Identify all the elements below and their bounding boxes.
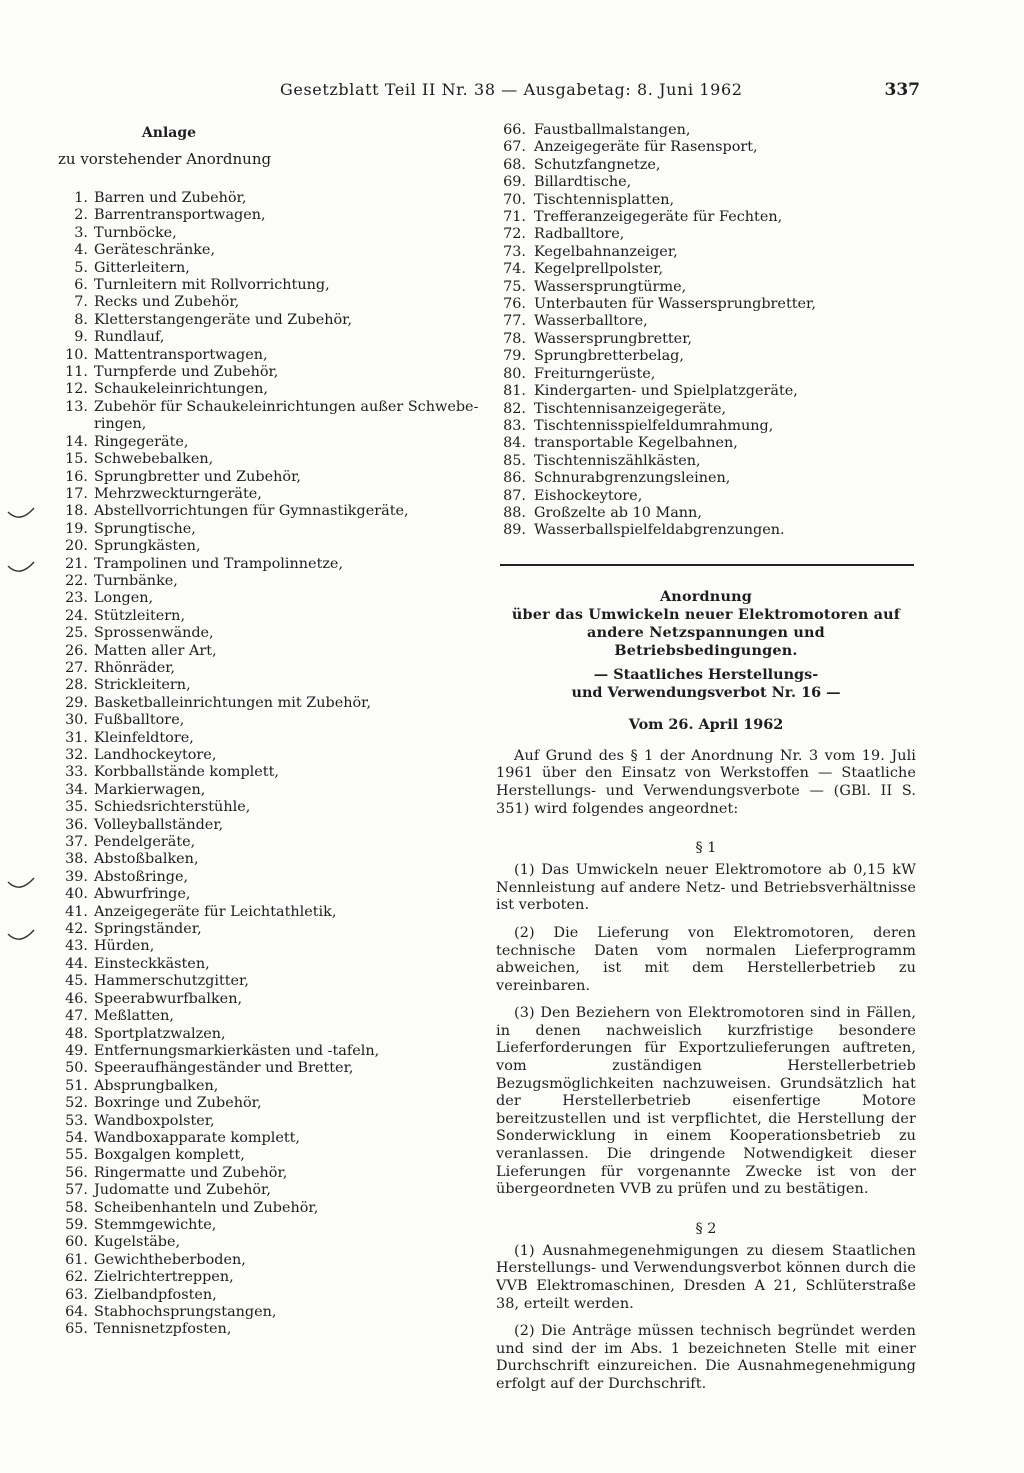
list-item	[58, 730, 450, 747]
item-number: 41.	[65, 903, 88, 920]
item-text: Sprossenwände,	[94, 625, 214, 642]
item-number: 67.	[503, 139, 526, 156]
item-text: Mehrzweckturngeräte,	[94, 485, 262, 502]
item-text: Wandboxapparate komplett,	[94, 1129, 301, 1146]
list-item	[496, 505, 916, 522]
item-text: Schiedsrichterstühle,	[94, 799, 251, 816]
item-number: 33.	[65, 764, 88, 781]
section-1-heading: § 1	[695, 840, 717, 857]
item-text: Schwebebalken,	[94, 451, 214, 468]
list-item	[58, 242, 450, 259]
list-item	[496, 209, 916, 226]
list-item	[58, 1026, 450, 1043]
list-item	[496, 122, 916, 139]
item-text: Recks und Zubehör,	[94, 294, 240, 311]
item-text: Absprungbalken,	[94, 1077, 219, 1094]
list-item	[496, 366, 916, 383]
item-text: Tennisnetzpfosten,	[94, 1321, 232, 1338]
item-number: 23.	[65, 590, 88, 607]
item-number: 59.	[65, 1216, 88, 1233]
list-item	[58, 486, 450, 503]
item-text: Turnböcke,	[94, 224, 177, 241]
list-item	[496, 139, 916, 156]
list-item	[496, 244, 916, 261]
item-number: 83.	[503, 417, 526, 434]
item-number: 89.	[503, 522, 526, 539]
item-number: 86.	[503, 470, 526, 487]
item-number: 78.	[503, 330, 526, 347]
item-number: 6.	[74, 277, 88, 294]
item-number: 48.	[65, 1025, 88, 1042]
item-text: Sprungtische,	[94, 520, 196, 537]
item-text: Stützleitern,	[94, 607, 186, 624]
equipment-list-left	[58, 190, 479, 1339]
list-item	[58, 1304, 450, 1321]
item-text: Longen,	[94, 590, 154, 607]
list-item	[58, 677, 450, 694]
ordinance-date: Vom 26. April 1962	[628, 715, 784, 733]
item-number: 80.	[503, 365, 526, 382]
item-text: Wandboxpolster,	[94, 1112, 215, 1129]
item-text: Entfernungsmarkierkästen und -tafeln,	[94, 1042, 380, 1059]
item-text: Abstoßbalken,	[94, 851, 199, 868]
item-text: Rhönräder,	[94, 659, 176, 676]
item-text: Zubehör für Schaukeleinrichtungen außer Schwebe-	[94, 398, 479, 415]
list-item	[58, 1060, 450, 1077]
list-item	[58, 764, 450, 781]
item-number: 64.	[65, 1304, 88, 1320]
item-number: 85.	[503, 452, 526, 469]
item-text: Wassersprungtürme,	[534, 278, 687, 295]
item-number: 88.	[503, 504, 526, 521]
item-number: 46.	[65, 990, 88, 1007]
list-item	[58, 747, 450, 764]
list-item	[58, 799, 450, 816]
list-item	[496, 157, 916, 174]
item-number: 43.	[65, 938, 88, 955]
item-text: Tischtenniszählkästen,	[534, 452, 701, 469]
item-number: 82.	[503, 400, 526, 417]
item-text: Radballtore,	[534, 226, 625, 243]
item-text: Tischtennisanzeigegeräte,	[534, 400, 727, 417]
list-item	[58, 347, 450, 364]
list-item	[58, 556, 450, 573]
item-text: Eishockeytore,	[534, 487, 643, 504]
list-item	[58, 207, 450, 224]
left-column	[58, 122, 479, 1339]
list-item	[58, 1269, 450, 1286]
section-2-paragraph: (2) Die Anträge müssen technisch begründet werden und sind der im Abs. 1 bezeichneten Stelle mit einer Durchschrift einzureichen. Die Ausnahmegenehmigung erfolgt auf der Durchschrift.	[496, 1323, 916, 1392]
item-text: Turnbänke,	[94, 572, 178, 589]
item-text: Volleyballständer,	[94, 816, 224, 833]
item-text: Meßlatten,	[94, 1008, 174, 1025]
list-item	[58, 312, 450, 329]
item-number: 70.	[503, 191, 526, 208]
item-number: 39.	[65, 868, 88, 885]
list-item	[58, 1287, 450, 1304]
list-item	[496, 383, 916, 400]
item-number: 55.	[65, 1147, 88, 1164]
item-number: 18.	[65, 503, 88, 520]
list-item	[58, 225, 450, 242]
item-number: 15.	[65, 451, 88, 468]
item-text: Faustballmalstangen,	[534, 122, 691, 138]
divider-rule	[500, 564, 914, 566]
list-item	[58, 1321, 450, 1338]
list-item	[58, 695, 450, 712]
tick-mark-icon	[8, 878, 34, 887]
list-item	[58, 590, 450, 607]
item-number: 65.	[65, 1321, 88, 1338]
item-number: 79.	[503, 348, 526, 365]
item-number: 44.	[65, 955, 88, 972]
item-number: 31.	[65, 729, 88, 746]
item-number: 14.	[65, 433, 88, 450]
item-number: 26.	[65, 642, 88, 659]
item-text: Anzeigegeräte für Leichtathletik,	[94, 903, 337, 920]
right-column	[496, 122, 916, 1394]
item-text: Großzelte ab 10 Mann,	[534, 504, 702, 521]
item-number: 2.	[74, 207, 88, 224]
item-number: 22.	[65, 572, 88, 589]
list-item	[58, 1252, 450, 1269]
item-text: Freiturngerüste,	[534, 365, 656, 382]
list-item	[58, 643, 450, 660]
item-text: Turnleitern mit Rollvorrichtung,	[94, 277, 330, 294]
list-item	[496, 488, 916, 505]
list-item	[58, 1113, 450, 1130]
annex-title: Anlage	[141, 125, 197, 141]
ordinance-subtitle-line: und Verwendungsverbot Nr. 16 —	[571, 683, 841, 701]
item-number: 30.	[65, 712, 88, 729]
item-text: Boxgalgen komplett,	[94, 1147, 245, 1164]
list-item	[58, 712, 450, 729]
item-text: Speeraufhängeständer und Bretter,	[94, 1060, 354, 1077]
item-number: 63.	[65, 1286, 88, 1303]
item-number: 53.	[65, 1112, 88, 1129]
item-number: 57.	[65, 1182, 88, 1199]
item-text: Kegelbahnanzeiger,	[534, 243, 678, 260]
item-text: Rundlauf,	[94, 329, 165, 346]
item-number: 29.	[65, 694, 88, 711]
item-number: 61.	[65, 1251, 88, 1268]
list-item	[58, 434, 450, 451]
item-text: Anzeigegeräte für Rasensport,	[534, 139, 758, 156]
list-item	[58, 503, 450, 520]
item-text: Basketballeinrichtungen mit Zubehör,	[94, 694, 372, 711]
item-text: Abwurfringe,	[94, 886, 191, 903]
item-number: 87.	[503, 487, 526, 504]
item-number: 4.	[74, 242, 88, 259]
list-item	[58, 956, 450, 973]
list-item	[58, 398, 479, 434]
item-text: Turnpferde und Zubehör,	[94, 364, 279, 381]
item-number: 60.	[65, 1234, 88, 1251]
item-text: Ringegeräte,	[94, 433, 189, 450]
item-number: 76.	[503, 296, 526, 313]
list-item	[58, 817, 450, 834]
list-item	[58, 260, 450, 277]
ordinance-subtitle-line: — Staatliches Herstellungs-	[593, 665, 819, 683]
item-text: Kletterstangengeräte und Zubehör,	[94, 311, 353, 328]
ordinance-title-line: über das Umwickeln neuer Elektromotoren auf	[511, 605, 901, 623]
item-text: Hammerschutzgitter,	[94, 973, 249, 990]
item-text: Markierwagen,	[94, 781, 206, 798]
list-item	[58, 660, 450, 677]
item-number: 10.	[65, 346, 88, 363]
list-item	[58, 869, 450, 886]
item-text: Unterbauten für Wassersprungbretter,	[534, 296, 816, 313]
list-item	[58, 1043, 450, 1060]
item-number: 42.	[65, 921, 88, 938]
item-number: 71.	[503, 209, 526, 226]
ordinance-title-line: Anordnung	[659, 587, 753, 605]
item-text: Abstoßringe,	[94, 868, 189, 885]
list-item	[58, 625, 450, 642]
item-number: 7.	[74, 294, 88, 311]
ordinance-title	[496, 588, 916, 660]
item-text: Billardtische,	[534, 174, 632, 191]
item-text: Sprungbretter und Zubehör,	[94, 468, 301, 485]
item-text: Zielrichtertreppen,	[94, 1269, 234, 1286]
list-item	[496, 261, 916, 278]
item-number: 81.	[503, 383, 526, 400]
list-item	[496, 279, 916, 296]
item-number: 66.	[503, 122, 526, 138]
item-text: Landhockeytore,	[94, 747, 217, 763]
item-text: Wasserballtore,	[534, 313, 648, 330]
list-item	[496, 453, 916, 470]
list-item	[58, 451, 450, 468]
item-number: 72.	[503, 226, 526, 243]
list-item	[58, 1147, 450, 1164]
item-number: 27.	[65, 659, 88, 676]
list-item	[58, 608, 450, 625]
list-item	[58, 851, 450, 868]
tick-mark-icon	[8, 562, 34, 571]
list-item	[58, 190, 450, 207]
list-item	[496, 174, 916, 191]
list-item	[496, 313, 916, 330]
page-number: 337	[884, 80, 920, 100]
list-item	[58, 1130, 450, 1147]
item-text: Scheibenhanteln und Zubehör,	[94, 1199, 319, 1216]
item-number: 17.	[65, 485, 88, 502]
list-item	[58, 904, 450, 921]
item-text: Kugelstäbe,	[94, 1234, 181, 1251]
tick-mark-icon	[8, 930, 34, 939]
item-number: 9.	[74, 329, 88, 346]
item-number: 34.	[65, 781, 88, 798]
item-number: 51.	[65, 1077, 88, 1094]
tick-mark-icon	[8, 508, 34, 517]
item-number: 25.	[65, 625, 88, 642]
item-number: 37.	[65, 834, 88, 851]
list-item	[496, 192, 916, 209]
section-1-paragraph: (3) Den Beziehern von Elektromotoren sind in Fällen, in denen nachweislich kurzfristige besondere Lieferforderungen für Exportzulieferungen auftreten, vom zuständigen Herstellerbetrieb Bezugsmöglichkeiten nachzuweisen. Grundsätzlich hat der Herstellerbetrieb eisenfertige Motore bereitzustellen und ist verpflichtet, die Herstellung der Sonderwicklung in einem Kooperationsbetrieb zu veranlassen. Die dringende Notwendigkeit dieser Lieferungen für vorgenannte Zwecke ist von der übergeordneten VVB zu prüfen und zu bestätigen.	[496, 1005, 916, 1198]
item-text: Springständer,	[94, 921, 202, 938]
list-item	[496, 435, 916, 452]
margin-tick-marks	[0, 0, 60, 960]
item-number: 62.	[65, 1269, 88, 1286]
item-number: 52.	[65, 1095, 88, 1112]
item-number: 3.	[74, 224, 88, 241]
list-item	[58, 329, 450, 346]
item-text: Trampolinen und Trampolinnetze,	[94, 555, 344, 572]
item-text: Schaukeleinrichtungen,	[94, 381, 268, 398]
item-number: 58.	[65, 1199, 88, 1216]
item-number: 74.	[503, 261, 526, 278]
item-number: 21.	[65, 555, 88, 572]
item-number: 13.	[65, 398, 88, 415]
ordinance-title-line: andere Netzspannungen und Betriebsbedingungen.	[587, 623, 825, 659]
item-text: Kleinfeldtore,	[94, 729, 194, 746]
list-item	[58, 938, 450, 955]
section-2-heading: § 2	[695, 1220, 717, 1237]
list-item	[58, 991, 450, 1008]
item-text: Geräteschränke,	[94, 242, 216, 259]
annex-subtitle: zu vorstehender Anordnung	[58, 150, 272, 168]
list-item	[58, 921, 450, 938]
item-text: Sprungkästen,	[94, 538, 201, 555]
preamble-paragraph: Auf Grund des § 1 der Anordnung Nr. 3 vom 19. Juli 1961 über den Einsatz von Werkstoffen — Staatliche Herstellungs- und Verwendungsverbote — (GBl. II S. 351) wird folgendes angeordnet:	[496, 747, 916, 817]
item-text: transportable Kegelbahnen,	[534, 435, 738, 452]
item-number: 50.	[65, 1060, 88, 1077]
item-text: Schutzfangnetze,	[534, 156, 661, 173]
item-text: Mattentransportwagen,	[94, 346, 268, 363]
item-text-continuation: ringen,	[94, 416, 147, 433]
list-item	[58, 1095, 450, 1112]
list-item	[58, 469, 450, 486]
item-number: 28.	[65, 677, 88, 694]
item-text: Gewichtheberboden,	[94, 1251, 246, 1268]
item-text: Zielbandpfosten,	[94, 1286, 217, 1303]
item-text: Stemmgewichte,	[94, 1216, 217, 1233]
list-item	[58, 782, 450, 799]
list-item	[58, 573, 450, 590]
item-text: Tischtennisplatten,	[534, 191, 675, 208]
list-item	[58, 886, 450, 903]
item-number: 45.	[65, 973, 88, 990]
list-item	[496, 470, 916, 487]
item-text: Abstellvorrichtungen für Gymnastikgeräte,	[94, 503, 409, 520]
item-text: Einsteckkästen,	[94, 955, 210, 972]
list-item	[496, 522, 916, 539]
item-number: 20.	[65, 538, 88, 555]
section-1-paragraph: (1) Das Umwickeln neuer Elektromotore ab 0,15 kW Nennleistung auf andere Netz- und Betriebsverhältnisse ist verboten.	[496, 862, 916, 914]
item-number: 75.	[503, 278, 526, 295]
list-item	[58, 1200, 450, 1217]
item-text: Trefferanzeigegeräte für Fechten,	[534, 209, 783, 226]
item-text: Tischtennisspielfeldumrahmung,	[534, 417, 774, 434]
gazette-header-title: Gesetzblatt Teil II Nr. 38 — Ausgabetag: 8. Juni 1962	[280, 80, 743, 99]
item-text: Barrentransportwagen,	[94, 207, 266, 224]
item-number: 8.	[74, 311, 88, 328]
item-number: 36.	[65, 816, 88, 833]
list-item	[58, 834, 450, 851]
item-text: Strickleitern,	[94, 677, 191, 694]
item-number: 12.	[65, 381, 88, 398]
item-number: 68.	[503, 156, 526, 173]
item-text: Hürden,	[94, 938, 155, 955]
list-item	[496, 418, 916, 435]
list-item	[58, 1182, 450, 1199]
item-text: Kindergarten- und Spielplatzgeräte,	[534, 383, 798, 400]
page-header	[280, 80, 920, 104]
item-number: 1.	[74, 190, 88, 206]
item-number: 5.	[74, 259, 88, 276]
list-item	[496, 348, 916, 365]
list-item	[58, 277, 450, 294]
item-text: Sprungbretterbelag,	[534, 348, 684, 365]
item-number: 24.	[65, 607, 88, 624]
item-text: Judomatte und Zubehör,	[94, 1182, 271, 1199]
list-item	[58, 1217, 450, 1234]
list-item	[496, 226, 916, 243]
item-text: Stabhochsprungstangen,	[94, 1304, 277, 1320]
item-text: Schnurabgrenzungsleinen,	[534, 470, 731, 487]
section-1-paragraph: (2) Die Lieferung von Elektromotoren, deren technische Daten vom normalen Lieferprogramm abweichen, ist mit dem Herstellerbetrieb zu vereinbaren.	[496, 924, 916, 994]
item-text: Gitterleitern,	[94, 259, 190, 276]
item-number: 73.	[503, 243, 526, 260]
item-number: 77.	[503, 313, 526, 330]
list-item	[58, 1165, 450, 1182]
list-item	[58, 1078, 450, 1095]
list-item	[496, 331, 916, 348]
list-item	[58, 973, 450, 990]
item-number: 56.	[65, 1164, 88, 1181]
item-number: 54.	[65, 1129, 88, 1146]
item-text: Ringermatte und Zubehör,	[94, 1164, 288, 1181]
list-item	[496, 401, 916, 418]
item-number: 19.	[65, 520, 88, 537]
item-text: Speerabwurfbalken,	[94, 990, 243, 1007]
section-2-paragraph: (1) Ausnahmegenehmigungen zu diesem Staatlichen Herstellungs- und Verwendungsverbot können durch die VVB Elektromaschinen, Dresden A 21, Schlüterstraße 38, erteilt werden.	[496, 1242, 916, 1312]
item-text: Boxringe und Zubehör,	[94, 1095, 262, 1112]
list-item	[58, 521, 450, 538]
item-text: Fußballtore,	[94, 712, 185, 729]
item-text: Korbballstände komplett,	[94, 764, 279, 781]
item-text: Kegelprellpolster,	[534, 261, 664, 278]
item-number: 40.	[65, 886, 88, 903]
list-item	[58, 364, 450, 381]
item-text: Barren und Zubehör,	[94, 190, 247, 206]
list-item	[58, 1234, 450, 1251]
list-item	[58, 1008, 450, 1025]
item-text: Sportplatzwalzen,	[94, 1025, 226, 1042]
item-number: 38.	[65, 851, 88, 868]
item-number: 47.	[65, 1008, 88, 1025]
item-text: Wassersprungbretter,	[534, 330, 693, 347]
item-text: Wasserballspielfeldabgrenzungen.	[534, 522, 785, 539]
list-item	[58, 294, 450, 311]
item-number: 69.	[503, 174, 526, 191]
item-number: 32.	[65, 747, 88, 763]
list-item	[58, 381, 450, 398]
item-text: Pendelgeräte,	[94, 834, 196, 851]
item-number: 84.	[503, 435, 526, 452]
list-item	[58, 538, 450, 555]
item-number: 16.	[65, 468, 88, 485]
equipment-list-right	[496, 122, 916, 540]
item-number: 11.	[65, 364, 88, 381]
item-number: 35.	[65, 799, 88, 816]
ordinance-subtitle	[496, 666, 916, 702]
item-text: Matten aller Art,	[94, 642, 217, 659]
list-item	[496, 296, 916, 313]
item-number: 49.	[65, 1042, 88, 1059]
